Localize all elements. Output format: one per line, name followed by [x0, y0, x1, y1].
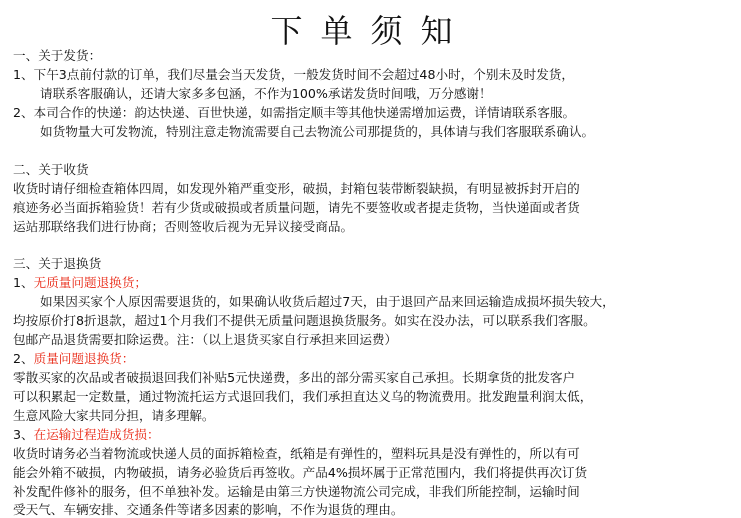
returns-item-1-line-2: 均按原价打8折退款，超过1个月我们不提供无质量问题退换货服务。如实在没办法，可以联系我们客服。 — [13, 313, 596, 328]
returns-item-1-heading — [13, 275, 147, 291]
page-title: 下单须知 — [270, 12, 471, 50]
returns-item-3-line-3: 补发配件修补的服务，但不单独补发。运输是由第三方快递物流公司完成，非我们所能控制，运输时间 — [13, 484, 580, 499]
returns-item-1-number: 1、 — [13, 275, 34, 290]
returns-item-3-number: 3、 — [13, 427, 34, 442]
returns-item-3-line-4: 受天气、车辆安排、交通条件等诸多因素的影响，不作为退货的理由。 — [13, 502, 404, 517]
section-heading-shipping: 一、关于发货： — [13, 48, 102, 63]
section-heading-receiving: 二、关于收货 — [13, 162, 89, 177]
returns-item-1-line-3: 包邮产品退货需要扣除运费。注：（以上退货买家自行承担来回运费） — [13, 332, 398, 347]
returns-item-2-line-2: 可以积累起一定数量，通过物流托运方式退回我们，我们承担直达义乌的物流费用。批发跑量利润太低， — [13, 389, 593, 404]
returns-item-3-line-2: 能会外箱不破损，内物破损，请务必验货后再签收。产品4%损坏属于正常范围内，我们将提供再次订货 — [13, 465, 588, 480]
receiving-line-3: 运站那联络我们进行协商；否则签收后视为无异议接受商品。 — [13, 219, 354, 234]
returns-item-2-title: 质量问题退换货： — [33, 351, 135, 366]
shipping-line-1: 1、下午3点前付款的订单，我们尽量会当天发货，一般发货时间不会超过48小时，个别未及时发货， — [13, 67, 574, 82]
shipping-line-2: 请联系客服确认，还请大家多多包涵，不作为100%承诺发货时间哦，万分感谢！ — [40, 86, 492, 101]
returns-item-3-heading — [13, 427, 160, 443]
returns-item-2-line-1: 零散买家的次品或者破损退回我们补贴5元快递费，多出的部分需买家自己承担。长期拿货的批发客户 — [13, 370, 576, 385]
returns-item-2-number: 2、 — [13, 351, 34, 366]
shipping-line-4: 如货物量大可发物流，特别注意走物流需要自己去物流公司那提货的，具体请与我们客服联系确认。 — [40, 124, 595, 139]
shipping-line-3: 2、本司合作的快递：韵达快递、百世快递，如需指定顺丰等其他快递需增加运费，详情请联系客服。 — [13, 105, 576, 120]
returns-item-3-title: 在运输过程造成货损： — [33, 427, 160, 442]
returns-item-2-heading — [13, 351, 134, 367]
returns-item-2-line-3: 生意风险大家共同分担，请多理解。 — [13, 408, 215, 423]
receiving-line-1: 收货时请仔细检查箱体四周，如发现外箱严重变形，破损，封箱包装带断裂缺损，有明显被拆封开启的 — [13, 181, 580, 196]
returns-item-1-line-1: 如果因买家个人原因需要退货的，如果确认收货后超过7天，由于退回产品来回运输造成损坏损失较大， — [40, 294, 615, 309]
section-heading-returns: 三、关于退换货 — [13, 256, 102, 271]
returns-item-1-title: 无质量问题退换货； — [33, 275, 147, 290]
returns-item-3-line-1: 收货时请务必当着物流或快递人员的面拆箱检查，纸箱是有弹性的，塑料玩具是没有弹性的，所以有可 — [13, 446, 580, 461]
receiving-line-2: 痕迹务必当面拆箱验货！若有少货或破损或者质量问题，请先不要签收或者提走货物，当快递面或者货 — [13, 200, 580, 215]
